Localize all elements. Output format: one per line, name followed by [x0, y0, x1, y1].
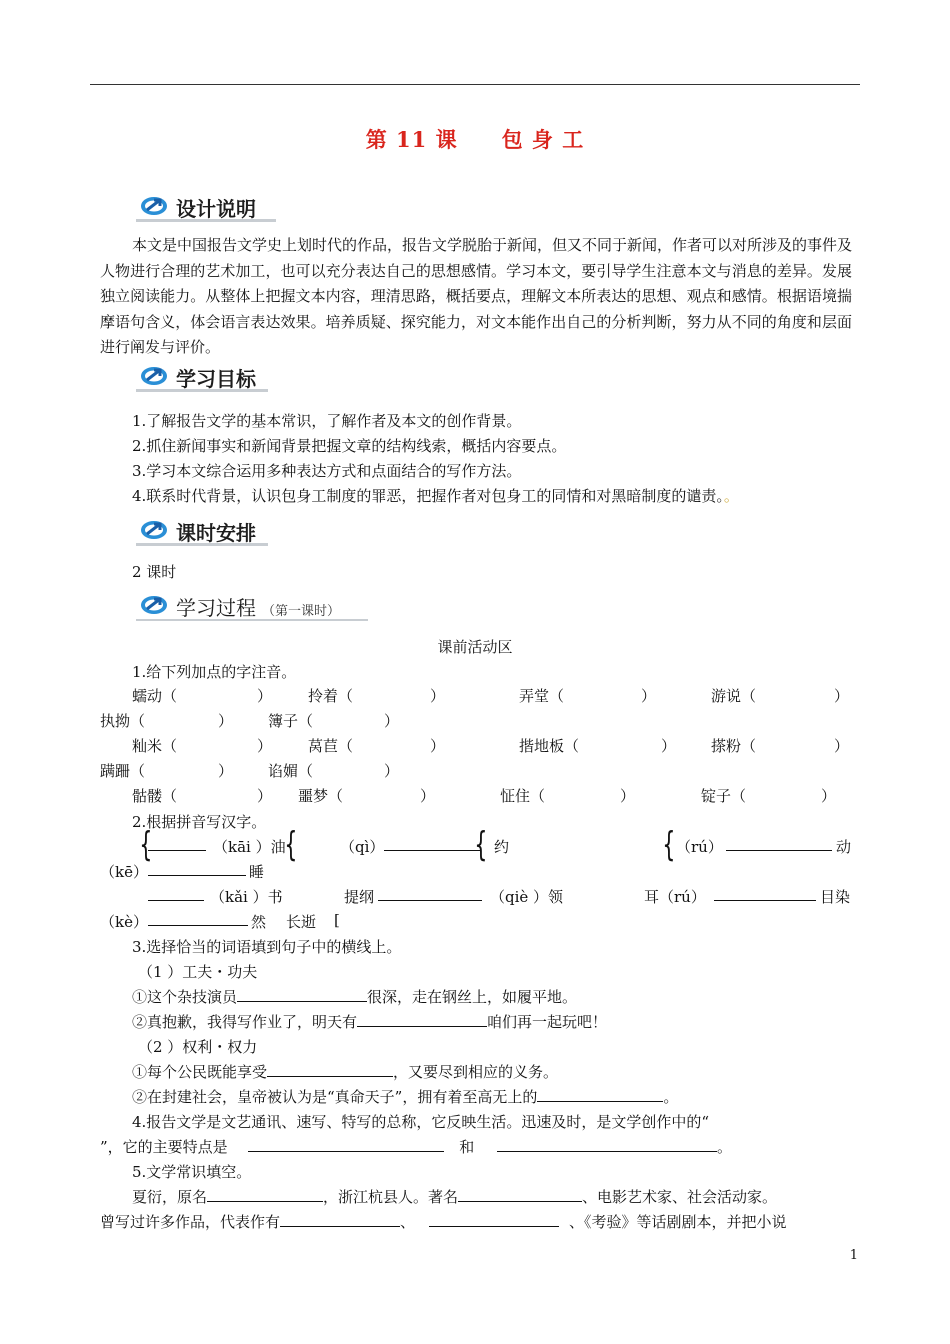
pinyin-item: 拎着（ — [308, 687, 354, 705]
arrow-badge-icon — [140, 194, 170, 216]
lesson-title: 包 身 工 — [501, 127, 585, 152]
arrow-badge-icon — [140, 593, 170, 615]
pinyin-item: 揩地板（ — [519, 737, 580, 755]
pinyin-item: 噩梦（ — [298, 787, 344, 805]
q3-group-2: （2 ）权利・权力 — [138, 1038, 258, 1056]
header-rule — [90, 84, 860, 85]
schedule-text: 2 课时 — [132, 563, 177, 581]
section-title: 学习目标 — [176, 367, 256, 391]
pinyin-item: 怔住（ — [500, 787, 546, 805]
q3-sentence: ②真抱歉，我得写作业了，明天有 咱们再一起玩吧！ — [132, 1013, 608, 1031]
q3-sentence: ②在封建社会，皇帝被认为是“真命天子”，拥有着至高无上的 。 — [132, 1088, 679, 1106]
goal-item: 4.联系时代背景，认识包身工制度的罪恶，把握作者对包身工的同情和对黑暗制度的谴责。。 — [132, 487, 739, 505]
q3-group-1: （1 ）工夫・功夫 — [138, 963, 258, 981]
section-header-schedule — [136, 516, 268, 546]
q2-title: 2.根据拼音写汉字。 — [132, 813, 267, 831]
goal-item: 2.抓住新闻事实和新闻背景把握文章的结构线索，概括内容要点。 — [132, 437, 567, 455]
section-header-goals — [136, 362, 268, 392]
q4-line-1: 4.报告文学是文艺通讯、速写、特写的总称，它反映生活。迅速及时，是文学创作中的“ — [132, 1113, 709, 1131]
pinyin-item: 弄堂（ — [519, 687, 565, 705]
q5-line-1: 夏衍，原名 ，浙江杭县人。著名 、电影艺术家、社会活动家。 — [132, 1188, 778, 1206]
page-number: 1 — [849, 1248, 858, 1263]
q3-title: 3.选择恰当的词语填到句子中的横线上。 — [132, 938, 402, 956]
pinyin-item: 莴苣（ — [308, 737, 354, 755]
goal-item: 3.学习本文综合运用多种表达方式和点面结合的写作方法。 — [132, 462, 522, 480]
section-title: 学习过程 （第一课时） — [176, 596, 341, 620]
pinyin-item: 执拗（ — [100, 712, 146, 730]
brace-icon: { — [474, 825, 488, 865]
q1-title: 1.给下列加点的字注音。 — [132, 663, 297, 681]
section-header-design — [136, 192, 276, 222]
section-title: 课时安排 — [176, 521, 256, 545]
activity-area-heading: 课前活动区 — [437, 638, 513, 656]
pinyin-item: 骷髅（ — [132, 787, 178, 805]
arrow-badge-icon — [140, 364, 170, 386]
pinyin-item: 蠕动（ — [132, 687, 178, 705]
brace-icon: { — [284, 825, 298, 865]
q3-sentence: ①每个公民既能享受 ，又要尽到相应的义务。 — [132, 1063, 559, 1081]
brace-icon: { — [139, 825, 153, 865]
pinyin-item: 蹒跚（ — [100, 762, 146, 780]
section-subtitle: （第一课时） — [262, 604, 341, 619]
lesson-number: 第 11 课 — [365, 127, 458, 152]
pinyin-item: 游说（ — [711, 687, 757, 705]
arrow-badge-icon — [140, 518, 170, 540]
pinyin-item: 锭子（ — [701, 787, 747, 805]
q5-title: 5.文学常识填空。 — [132, 1163, 252, 1181]
goal-item: 1.了解报告文学的基本常识，了解作者及本文的创作背景。 — [132, 412, 522, 430]
page-title — [0, 124, 950, 154]
pinyin-item: 搽粉（ — [711, 737, 757, 755]
q3-sentence: ①这个杂技演员 很深，走在钢丝上，如履平地。 — [132, 988, 578, 1006]
pinyin-item: 谄媚（ — [268, 762, 314, 780]
brace-icon: { — [662, 825, 676, 865]
pinyin-item: 簿子（ — [268, 712, 314, 730]
section-title: 设计说明 — [176, 197, 256, 221]
section-header-process — [136, 591, 368, 621]
q4-line-2: ”，它的主要特点是 和 。 — [100, 1138, 733, 1156]
pinyin-item: 籼米（ — [132, 737, 178, 755]
q5-line-2: 曾写过许多作品，代表作有 、 、《考验》等话剧剧本，并把小说 — [100, 1213, 787, 1231]
design-paragraph: 本文是中国报告文学史上划时代的作品，报告文学脱胎于新闻，但又不同于新闻，作者可以对所涉及的事件及人物进行合理的艺术加工，也可以充分表达自己的思想感情。学习本文，要引导学生注意本文与消息的差异。发展独立阅读能力。从整体上把握文本内容，理清思路，概括要点，理解文本所表达的思想、观点和感情。根据语境揣摩语句含义，体会语言表达效果。培养质疑、探究能力，对文本能作出自己的分析判断，努力从不同的角度和层面进行阐发与评价。 — [100, 236, 853, 356]
